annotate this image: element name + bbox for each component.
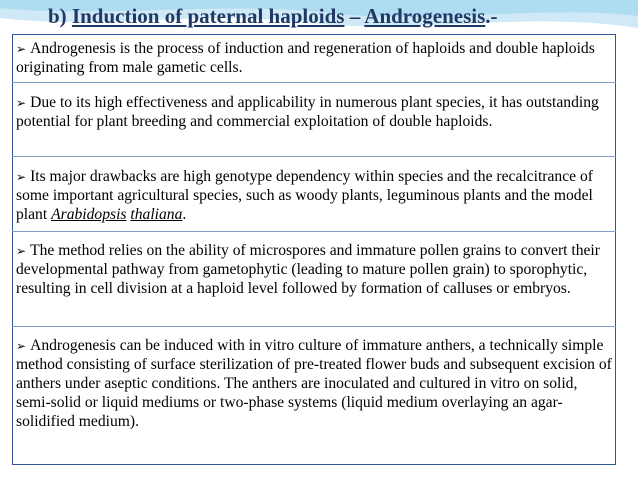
- bullet-text: Due to its high effectiveness and applicability in numerous plant species, it has outstanding potential for plant breeding and commercial exploitation of double haploids.: [16, 94, 599, 130]
- slide-title: [48, 4, 498, 29]
- bullet-point-5: [16, 337, 612, 432]
- genus-name: Arabidopsis: [51, 205, 127, 223]
- divider: [12, 231, 616, 232]
- divider: [12, 156, 616, 157]
- bullet-point-3: [16, 168, 612, 225]
- title-main: Induction of paternal haploids: [71, 4, 345, 28]
- bullet-point-4: [16, 242, 612, 299]
- arrow-bullet-icon: ➢: [16, 96, 27, 110]
- bullet-text: Androgenesis can be induced with in vitro culture of immature anthers, a technically simple method consisting of surface sterilization of pre-treated flower buds and subsequent excision of anthers under aseptic conditions. The anthers are inoculated and cultured in vitro on solid, semi-solid or liquid mediums or two-phase systems (liquid medium overlaying an agar-solidified medium).: [16, 337, 612, 430]
- bullet-text: The method relies on the ability of microspores and immature pollen grains to convert their developmental pathway from gametophytic (leading to mature pollen grain) to sporophytic, resulting in cell division at a haploid level followed by formation of calluses or embryos.: [16, 242, 600, 297]
- bullet-point-1: [16, 40, 612, 78]
- title-sub: Androgenesis: [364, 4, 486, 28]
- title-dash: –: [344, 4, 365, 28]
- bullet-text: Its major drawbacks are high genotype dependency within species and the recalcitrance of some important agricultural species, such as woody plants, leguminous plants and the model plant: [16, 168, 593, 223]
- arrow-bullet-icon: ➢: [16, 170, 27, 184]
- arrow-bullet-icon: ➢: [16, 339, 27, 353]
- species-name: thaliana: [130, 205, 183, 223]
- bullet-point-2: [16, 94, 612, 132]
- title-suffix: .-: [485, 4, 498, 28]
- bullet-text-end: .: [182, 205, 187, 223]
- title-prefix: b): [48, 4, 72, 28]
- arrow-bullet-icon: ➢: [16, 244, 27, 258]
- bullet-text: Androgenesis is the process of induction and regeneration of haploids and double haploids originating from male gametic cells.: [16, 40, 595, 76]
- divider: [12, 326, 616, 327]
- arrow-bullet-icon: ➢: [16, 42, 27, 56]
- divider: [12, 82, 616, 83]
